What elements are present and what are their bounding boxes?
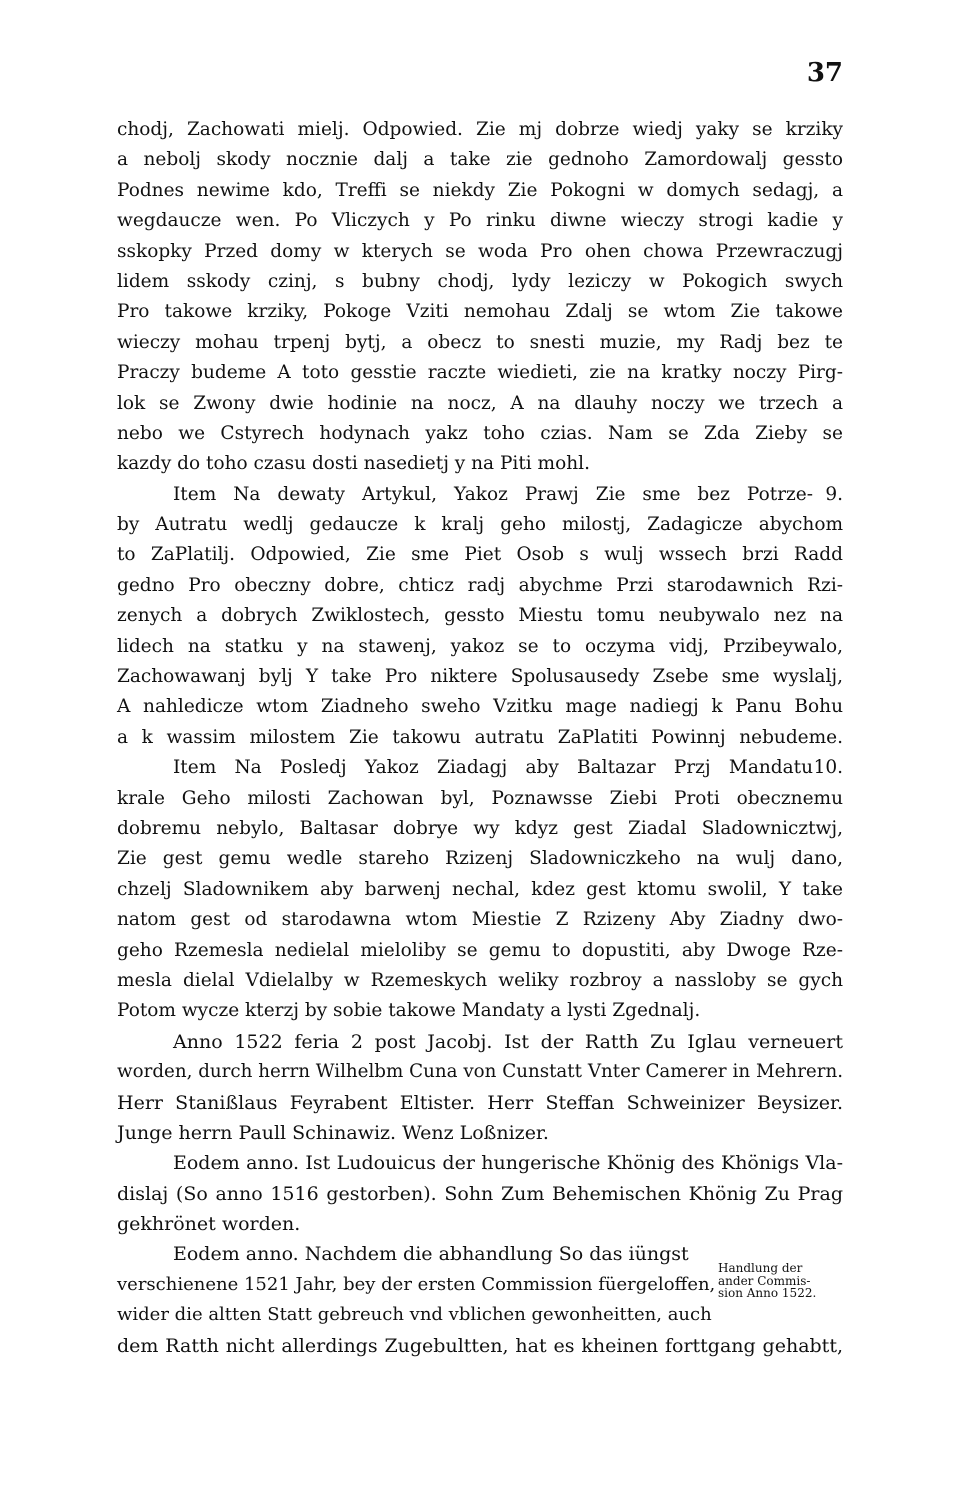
text-line: Junge herrn Paull Schinawiz. Wenz Loßnizer. — [117, 1121, 549, 1144]
text-line: lidech na statku y na stawenj, yakoz se to oczyma vidj, Przibeywalo, — [117, 635, 843, 657]
text-line: A nahledicze wtom Ziadneho sweho Vzitku mage nadiegj k Panu Bohu — [117, 696, 843, 718]
article-number: 9. — [825, 483, 843, 505]
text-line: chodj, Zachowati mielj. Odpowied. Zie mj dobrze wiedj yaky se krziky — [117, 119, 843, 140]
text-line: a nebolj skody nocznie dalj a take zie gednoho Zamordowalj gessto — [117, 149, 843, 171]
text-line: Pro takowe krziky, Pokoge Vziti nemohau Zdalj se wtom Zie takowe — [117, 301, 843, 323]
text-line: Zachowawanj bylj Y take Pro niktere Spolusausedy Zsebe sme wyslalj, — [117, 666, 843, 688]
text-line: lidem sskody czinj, s bubny chodj, lydy leziczy w Pokogich swych — [117, 270, 843, 292]
text-line: by Autratu wedlj gedaucze k kralj geho milostj, Zadagicze abychom — [117, 514, 843, 536]
text-line: Zie gest gemu wedle stareho Rzizenj Sladowniczkeho na wulj dano, — [117, 848, 843, 870]
text-line: krale Geho milosti Zachowan byl, Poznawsse Ziebi Proti obecznemu — [117, 787, 843, 809]
text-line: verschienene 1521 Jahr, bey der ersten Commission füergeloffen, — [117, 1273, 716, 1295]
text-line: Praczy budeme A toto gesstie raczte wiedieti, zie na kratky noczy Pirg- — [117, 362, 843, 384]
text-line: mesla dielal Vdielalby w Rzemeskych weliky rozbroy a nassloby se gych — [117, 969, 843, 991]
paragraph-heading-text: Item Na Posledj Yakoz Ziadagj aby Baltazar Przj Mandatu — [173, 757, 813, 779]
marginal-note-line: Handlung der — [718, 1261, 803, 1275]
paragraph-heading-line — [117, 480, 843, 510]
paragraph-heading-text: Item Na dewaty Artykul, Yakoz Prawj Zie sme bez Potrze- — [173, 483, 813, 505]
text-line: zenych a dobrych Zwiklostech, gessto Miestu tomu neubywalo nez na — [117, 605, 843, 627]
text-line: gedno Pro obeczny dobre, chticz radj abychme Przi starodawnich Rzi- — [117, 574, 843, 596]
body-text — [117, 115, 843, 1361]
text-line: Eodem anno. Nachdem die abhandlung So das iüngst — [173, 1243, 689, 1266]
text-line: Anno 1522 feria 2 post Jacobj. Ist der Ratth Zu Iglau verneuert — [173, 1030, 843, 1053]
text-line: wider die altten Statt gebreuch vnd vblichen gewonheitten, auch — [117, 1304, 712, 1326]
article-number: 10. — [813, 757, 843, 779]
text-line: Potom wycze kterzj by sobie takowe Mandaty a lysti Zgednalj. — [117, 1000, 701, 1022]
text-line: chzelj Sladownikem aby barwenj nechal, kdez gest ktomu swolil, Y take — [117, 878, 843, 900]
marginal-note-line: ander Commis- — [718, 1273, 811, 1288]
text-line: sskopky Przed domy w kterych se woda Pro ohen chowa Przewraczugj — [117, 240, 843, 262]
text-line: natom gest od starodawna wtom Miestie Z Rzizeny Aby Ziadny dwo- — [117, 909, 843, 931]
marginal-note-line: sion Anno 1522. — [718, 1286, 817, 1300]
marginal-note — [718, 1262, 848, 1300]
text-line: Podnes newime kdo, Treffi se niekdy Zie Pokogni w domych sedagj, a — [117, 179, 843, 201]
paragraph-heading-line — [117, 753, 843, 783]
text-line: gekhrönet worden. — [117, 1213, 301, 1236]
text-line: Eodem anno. Ist Ludouicus der hungerische Khönig des Khönigs Vla- — [173, 1152, 843, 1175]
text-line: kazdy do toho czasu dosti nasedietj y na Piti mohl. — [117, 453, 590, 475]
text-line: geho Rzemesla nedielal mieloliby se gemu to dopustiti, aby Dwoge Rze- — [117, 939, 843, 961]
text-line: nebo we Cstyrech hodynach yakz toho czias. Nam se Zda Zieby se — [117, 422, 843, 444]
text-line: wegdaucze wen. Po Vliczych y Po rinku diwne wieczy strogi kadie y — [117, 210, 843, 232]
text-line: wieczy mohau trpenj bytj, a obecz to snesti muzie, my Radj bez te — [117, 331, 843, 353]
page-number: 37 — [806, 58, 843, 88]
text-line: lok se Zwony dwie hodinie na nocz, A na dlauhy noczy we trzech a — [117, 392, 843, 414]
text-line: Herr Stanißlaus Feyrabent Eltister. Herr Steffan Schweinizer Beysizer. — [117, 1091, 843, 1114]
text-line: dem Ratth nicht allerdings Zugebultten, hat es kheinen forttgang gehabtt, — [117, 1334, 843, 1357]
text-line: dobremu nebylo, Baltasar dobrye wy kdyz gest Ziadal Sladownicztwj, — [117, 817, 843, 839]
text-line: to ZaPlatilj. Odpowied, Zie sme Piet Osob s wulj wssech brzi Radd — [117, 544, 843, 566]
text-line: worden, durch herrn Wilhelbm Cuna von Cunstatt Vnter Camerer in Mehrern. — [117, 1061, 843, 1083]
text-line: dislaj (So anno 1516 gestorben). Sohn Zum Behemischen Khönig Zu Prag — [117, 1182, 843, 1205]
text-line: a k wassim milostem Zie takowu autratu ZaPlatiti Powinnj nebudeme. — [117, 726, 843, 748]
